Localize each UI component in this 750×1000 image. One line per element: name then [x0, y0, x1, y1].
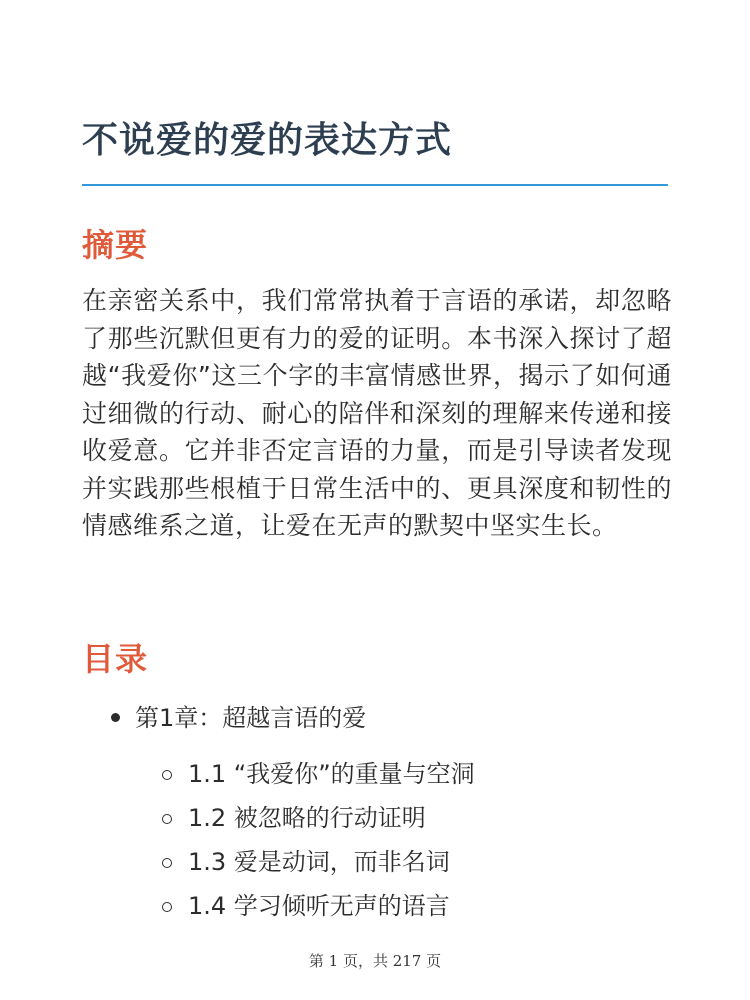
toc-chapter-label: 第1章：超越言语的爱 [135, 704, 367, 732]
toc-section-list [82, 756, 682, 932]
toc-section-item [82, 800, 682, 844]
page-title: 不说爱的爱的表达方式 [82, 120, 453, 161]
hollow-bullet-icon [162, 902, 172, 912]
toc-section-label: 1.4 学习倾听无声的语言 [188, 892, 450, 920]
hollow-bullet-icon [162, 814, 172, 824]
toc-section-label: 1.2 被忽略的行动证明 [188, 804, 426, 832]
toc-chapter-item [82, 700, 682, 736]
abstract-paragraph: 在亲密关系中，我们常常执着于言语的承诺，却忽略了那些沉默但更有力的爱的证明。本书深入探讨了超越“我爱你”这三个字的丰富情感世界，揭示了如何通过细微的行动、耐心的陪伴和深刻的理解来传递和接收爱意。它并非否定言语的力量，而是引导读者发现并实践那些根植于日常生活中的、更具深度和韧性的情感维系之道，让爱在无声的默契中坚实生长。 [82, 286, 672, 540]
toc-section-label: 1.1 “我爱你”的重量与空洞 [188, 760, 475, 788]
table-of-contents [82, 700, 682, 932]
hollow-bullet-icon [162, 770, 172, 780]
bullet-icon [111, 713, 120, 722]
toc-section-item [82, 756, 682, 800]
toc-heading: 目录 [82, 640, 149, 678]
abstract-heading: 摘要 [82, 226, 149, 264]
toc-section-item [82, 888, 682, 932]
toc-section-item [82, 844, 682, 888]
page-footer: 第 1 页，共 217 页 [308, 952, 442, 970]
hollow-bullet-icon [162, 858, 172, 868]
toc-section-label: 1.3 爱是动词，而非名词 [188, 848, 450, 876]
title-divider [82, 184, 668, 186]
